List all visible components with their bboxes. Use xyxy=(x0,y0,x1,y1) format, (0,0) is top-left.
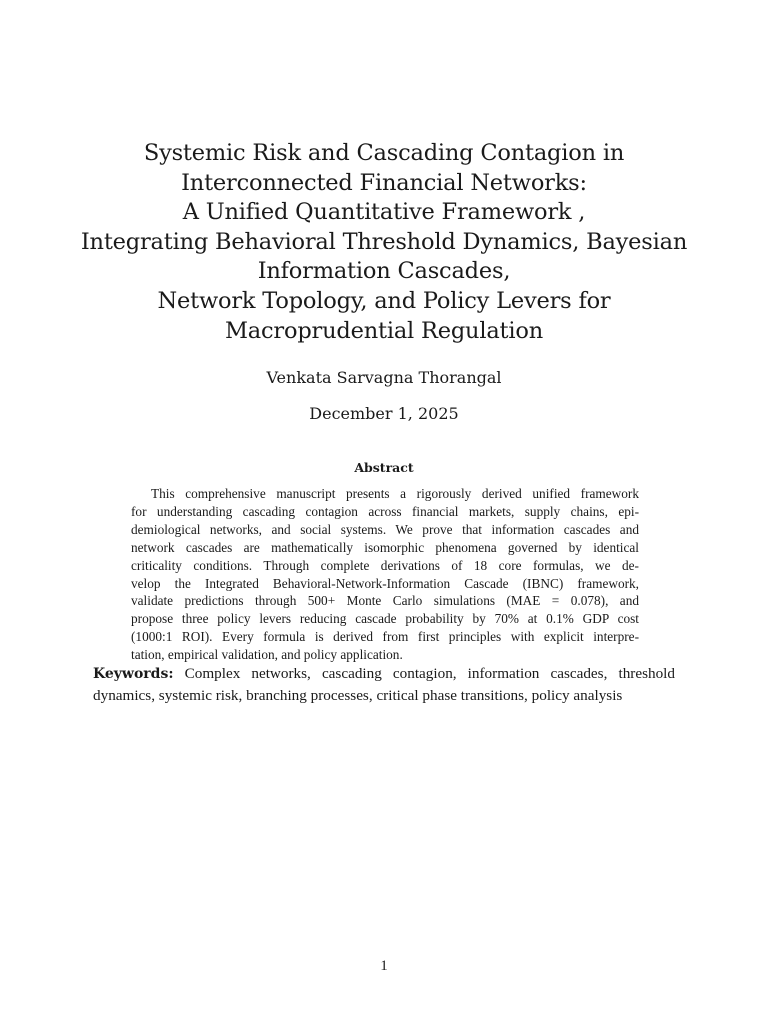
abstract-body xyxy=(131,485,639,664)
abstract-line: validate predictions through 500+ Monte Carlo simulations (MAE = 0.078), and xyxy=(131,593,639,609)
paper-title xyxy=(60,139,708,346)
keywords-label: Keywords: xyxy=(93,666,174,682)
abstract-line: This comprehensive manuscript presents a rigorously derived unified framework xyxy=(151,486,639,501)
title-line: Information Cascades, xyxy=(257,258,511,285)
abstract-line: (1000:1 ROI). Every formula is derived from first principles with explicit interpre- xyxy=(131,629,639,645)
title-line: A Unified Quantitative Framework , xyxy=(182,199,586,226)
abstract-line: propose three policy levers reducing cascade probability by 70% at 0.1% GDP cost xyxy=(131,611,639,627)
abstract-line: network cascades are mathematically isomorphic phenomena governed by identical xyxy=(131,539,639,555)
abstract-line: criticality conditions. Through complete derivations of 18 core formulas, we de- xyxy=(131,557,639,573)
page-number: 1 xyxy=(380,958,388,974)
abstract-line: for understanding cascading contagion across financial markets, supply chains, epi- xyxy=(131,503,639,519)
title-line: Network Topology, and Policy Levers for xyxy=(157,287,611,314)
title-line: Integrating Behavioral Threshold Dynamics, Bayesian xyxy=(80,228,688,255)
publication-date: December 1, 2025 xyxy=(309,404,459,423)
title-line: Systemic Risk and Cascading Contagion in xyxy=(143,140,625,166)
keywords-text: Complex networks, cascading contagion, information cascades, threshold xyxy=(184,665,675,682)
title-line: Macroprudential Regulation xyxy=(224,317,544,344)
keywords-line: dynamics, systemic risk, branching processes, critical phase transitions, policy analysis xyxy=(93,687,623,704)
abstract-heading: Abstract xyxy=(354,460,414,475)
abstract-line: tation, empirical validation, and policy application. xyxy=(131,647,403,663)
abstract-line: demiological networks, and social systems. We prove that information cascades and xyxy=(131,521,639,537)
keywords-section xyxy=(93,663,675,706)
keywords-line xyxy=(93,663,675,685)
title-line: Interconnected Financial Networks: xyxy=(181,169,587,196)
author-name: Venkata Sarvagna Thorangal xyxy=(266,368,502,387)
abstract-line: velop the Integrated Behavioral-Network-Information Cascade (IBNC) framework, xyxy=(131,575,639,591)
